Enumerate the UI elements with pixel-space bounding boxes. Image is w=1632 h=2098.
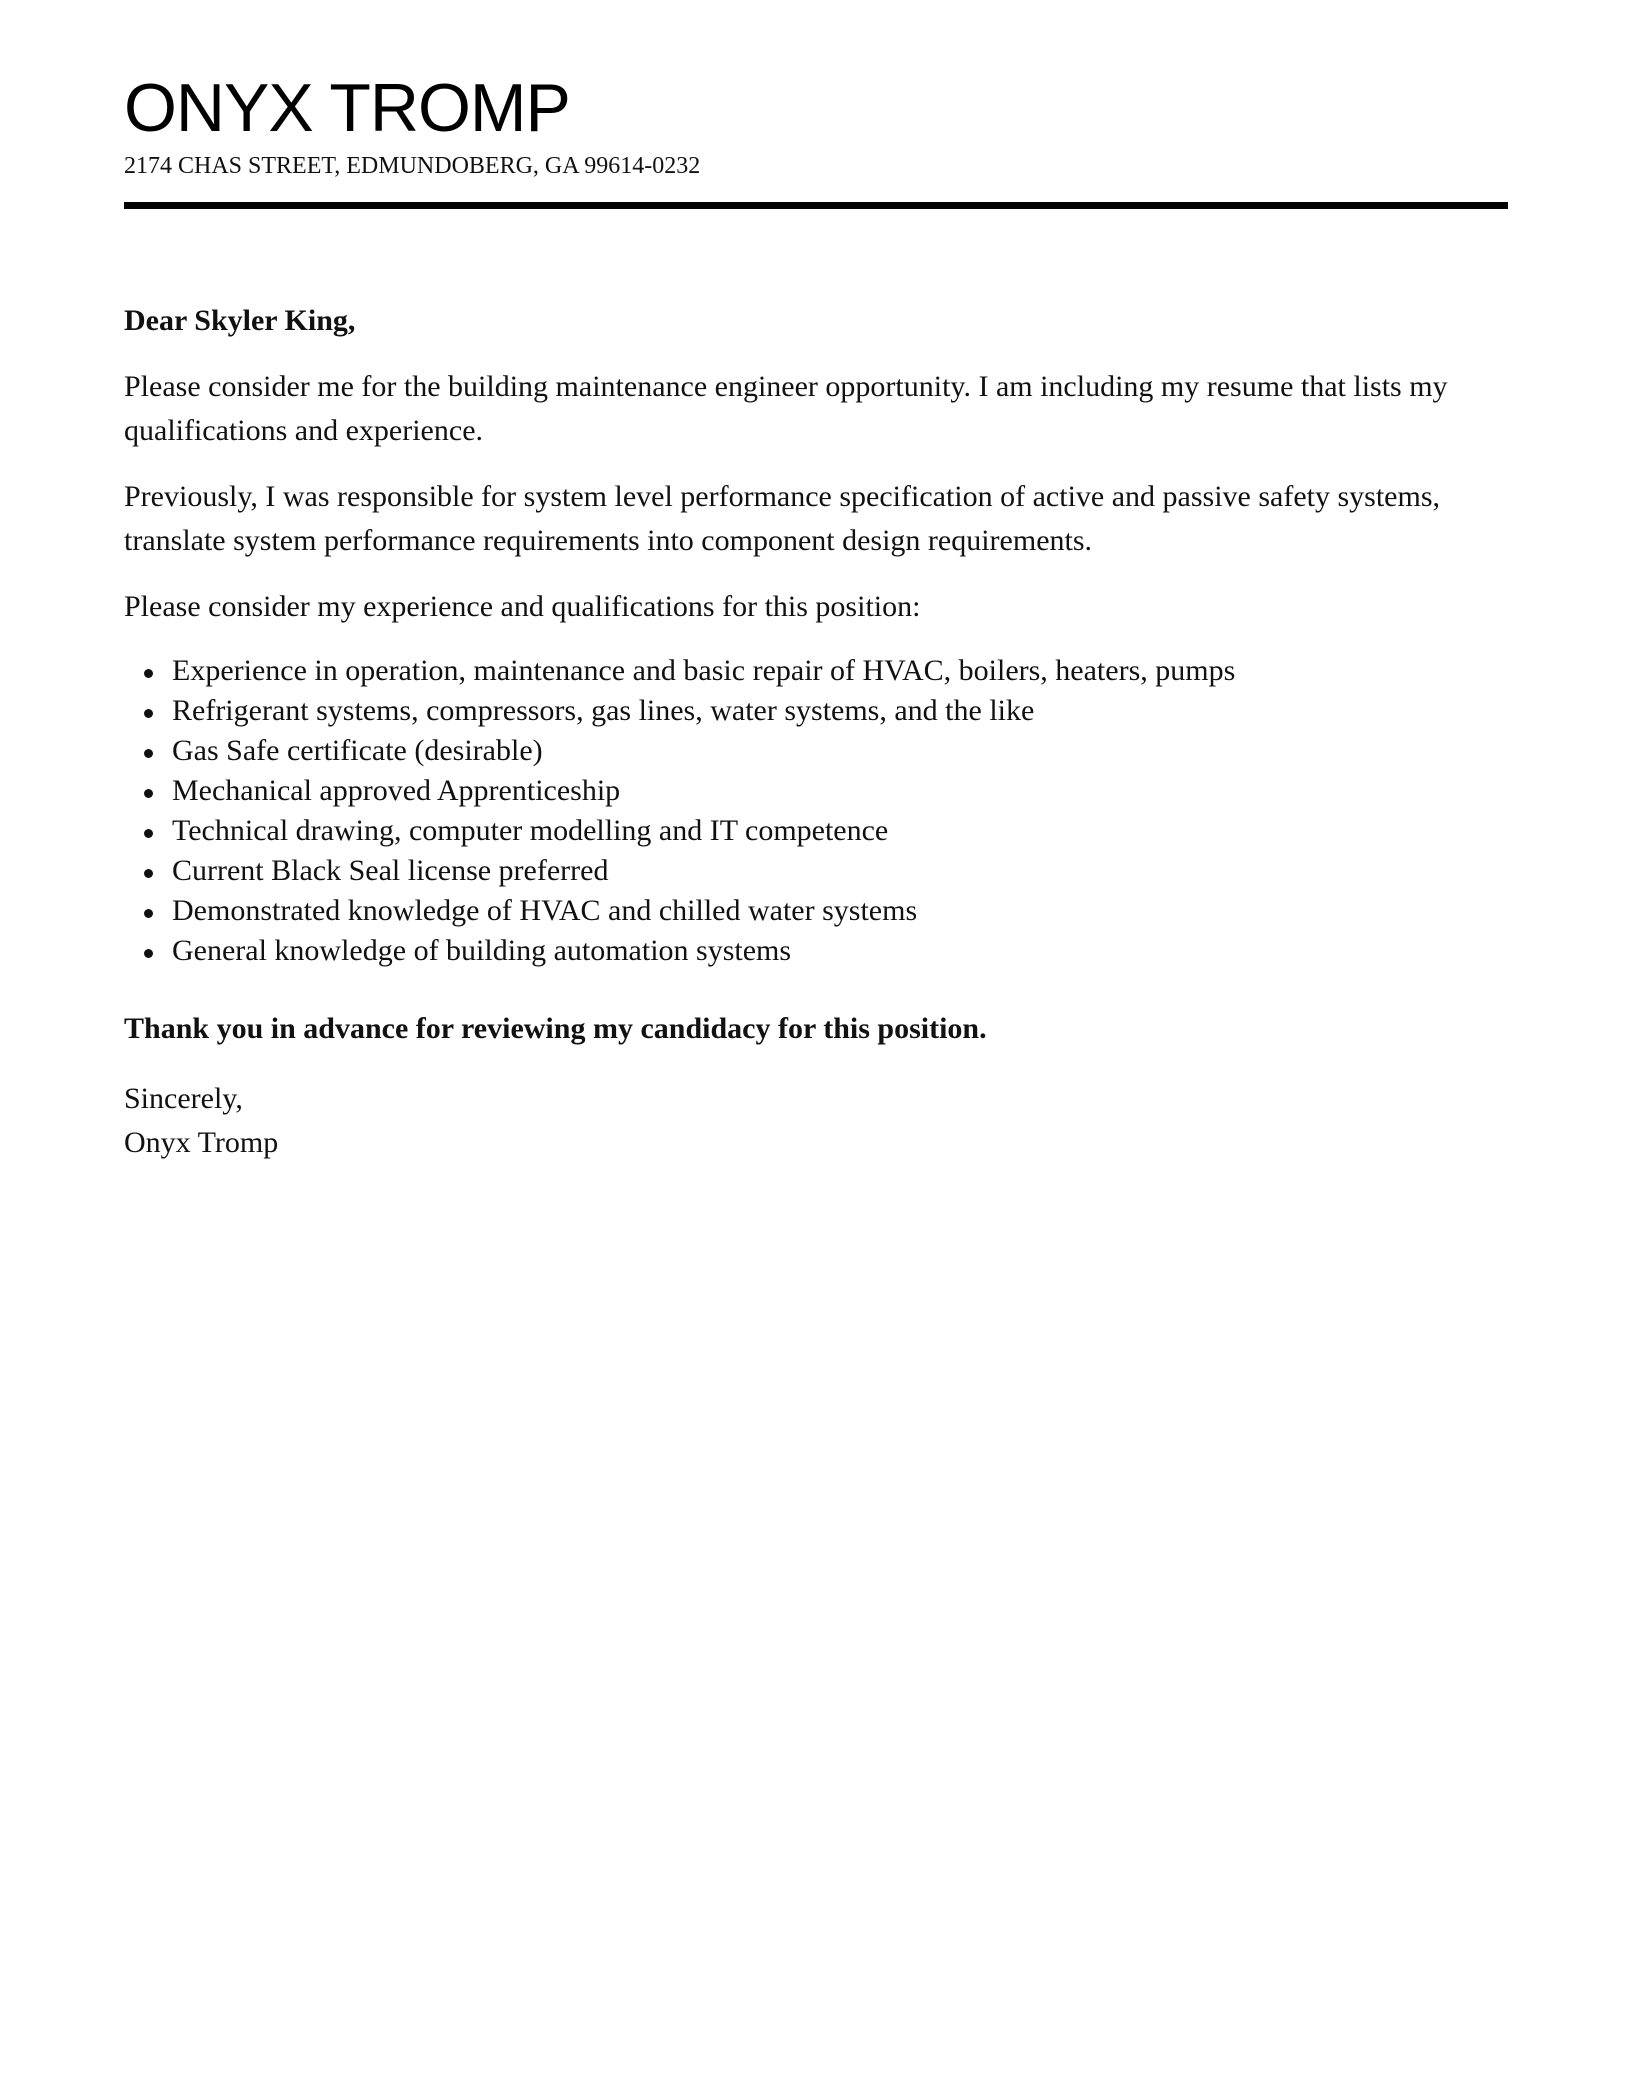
sender-address: 2174 CHAS STREET, EDMUNDOBERG, GA 99614-0232	[124, 153, 701, 179]
list-item: General knowledge of building automation systems	[172, 931, 1508, 971]
intro-paragraph: Please consider me for the building maintenance engineer opportunity. I am including my resume that lists my qualifications and experience.	[124, 370, 1448, 447]
qualifications-list	[124, 651, 1508, 971]
experience-paragraph: Previously, I was responsible for system level performance specification of active and passive safety systems, translate system performance requirements into component design requirements.	[124, 480, 1441, 557]
list-item: Refrigerant systems, compressors, gas lines, water systems, and the like	[172, 691, 1508, 731]
list-item: Experience in operation, maintenance and basic repair of HVAC, boilers, heaters, pumps	[172, 651, 1508, 691]
list-item: Demonstrated knowledge of HVAC and chilled water systems	[172, 891, 1508, 931]
list-item: Technical drawing, computer modelling and IT competence	[172, 811, 1508, 851]
list-item: Current Black Seal license preferred	[172, 851, 1508, 891]
signoff-block	[124, 1077, 1508, 1165]
valediction: Sincerely,	[124, 1082, 243, 1115]
cover-letter-page	[124, 68, 1508, 1165]
letter-body	[124, 299, 1508, 1165]
closing-statement: Thank you in advance for reviewing my candidacy for this position.	[124, 1012, 987, 1045]
signature-name: Onyx Tromp	[124, 1126, 279, 1159]
list-item: Gas Safe certificate (desirable)	[172, 731, 1508, 771]
list-item: Mechanical approved Apprenticeship	[172, 771, 1508, 811]
salutation: Dear Skyler King,	[124, 304, 356, 337]
qualifications-intro: Please consider my experience and qualifications for this position:	[124, 590, 921, 623]
header-divider	[124, 202, 1508, 209]
sender-name: ONYX TROMP	[124, 70, 570, 146]
